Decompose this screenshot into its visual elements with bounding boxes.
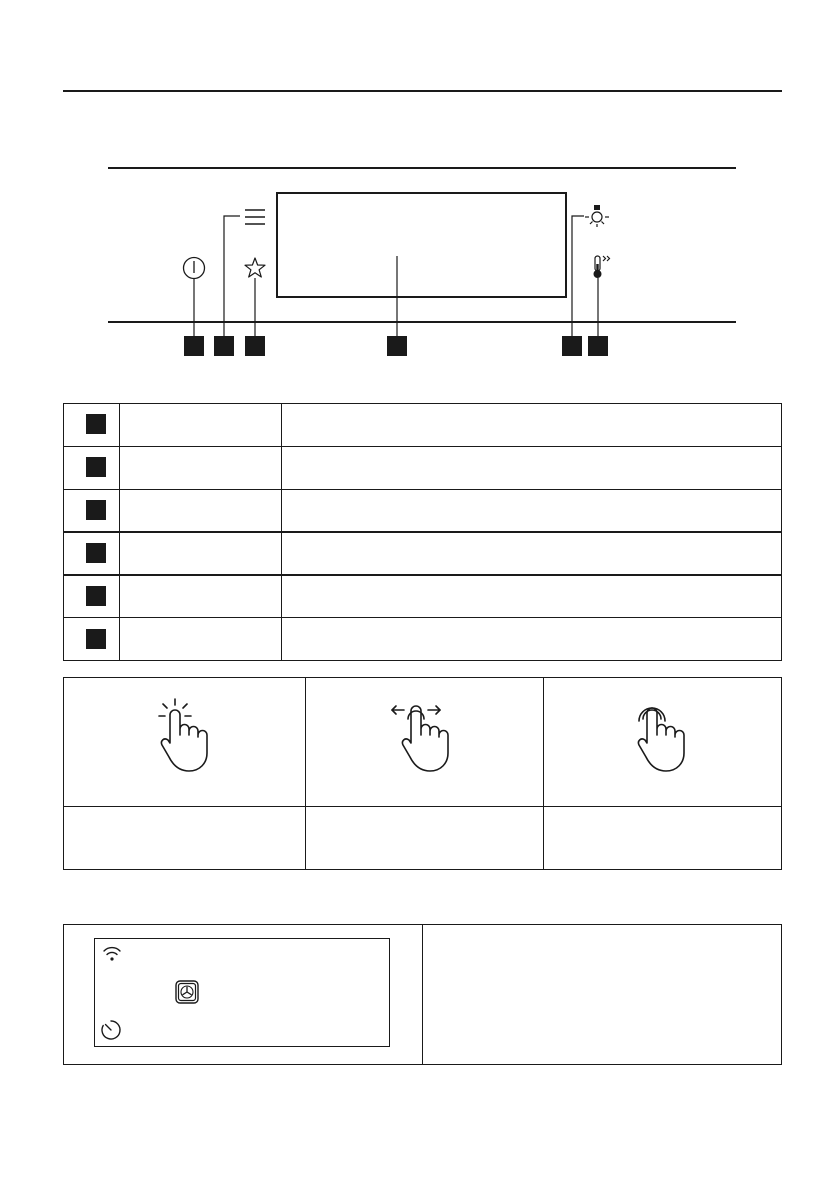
slide-gesture-icon — [388, 697, 452, 773]
fan-heating-icon — [175, 980, 199, 1004]
wifi-icon — [102, 944, 122, 962]
timer-icon — [100, 1019, 122, 1041]
gesture-divider — [305, 677, 306, 870]
favourite-star-icon[interactable] — [243, 256, 267, 280]
legend-marker — [86, 629, 106, 649]
panel-leaders — [0, 0, 839, 360]
legend-marker — [86, 586, 106, 606]
display-example-divider — [422, 924, 423, 1065]
callout-marker-power — [184, 336, 204, 356]
legend-marker — [86, 500, 106, 520]
legend-row-line — [63, 489, 782, 490]
power-icon[interactable] — [182, 256, 206, 280]
callout-marker-fast-heat — [588, 336, 608, 356]
menu-icon[interactable] — [244, 208, 266, 226]
legend-marker — [86, 543, 106, 563]
legend-row-line — [63, 531, 782, 533]
legend-row-line — [63, 574, 782, 576]
callout-marker-favourite — [245, 336, 265, 356]
callout-marker-display — [387, 336, 407, 356]
tap-gesture-icon — [156, 697, 208, 773]
fast-heat-up-icon[interactable] — [590, 254, 616, 280]
legend-marker — [86, 457, 106, 477]
touch-and-hold-gesture-icon — [629, 695, 685, 773]
display-example-screen — [94, 938, 390, 1047]
legend-row-line — [63, 446, 782, 447]
legend-marker — [86, 414, 106, 434]
legend-row-line — [63, 617, 782, 618]
callout-marker-light — [562, 336, 582, 356]
callout-marker-menu — [214, 336, 234, 356]
light-icon[interactable] — [584, 204, 610, 228]
gesture-row-line — [63, 806, 782, 807]
gesture-divider — [543, 677, 544, 870]
